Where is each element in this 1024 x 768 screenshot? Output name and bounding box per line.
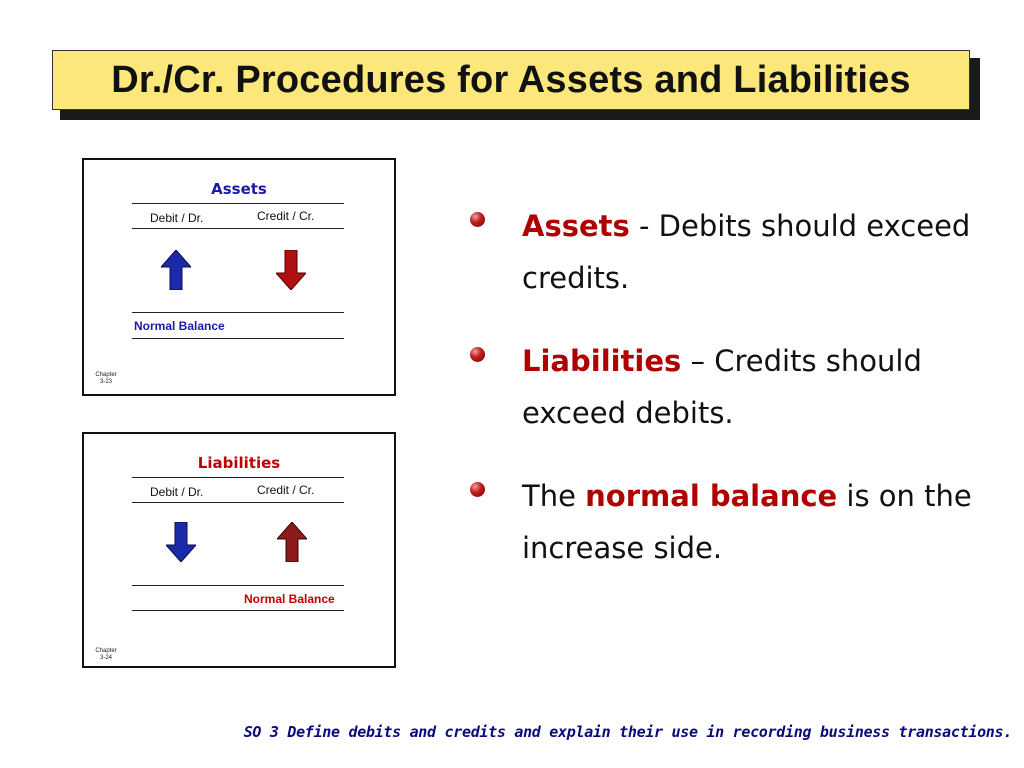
liabilities-header-rule [132, 502, 344, 503]
assets-normal-balance-label: Normal Balance [134, 319, 225, 333]
assets-panel-heading: Assets [211, 180, 267, 198]
assets-chapter-label: Chapter 3-23 [95, 372, 117, 385]
assets-credit-header: Credit / Cr. [257, 209, 315, 223]
assets-panel [82, 158, 396, 396]
bullet-icon [470, 212, 485, 227]
liabilities-chapter-label: Chapter 3-24 [95, 648, 117, 661]
assets-top-rule [132, 203, 344, 204]
bullet-icon [470, 482, 485, 497]
bullet-text: The normal balance is on the increase side. [522, 479, 972, 565]
liabilities-panel [82, 432, 396, 668]
arrow-up-icon [161, 250, 191, 290]
study-objective-footer: SO 3 Define debits and credits and explain their use in recording business transactions. [243, 723, 1012, 741]
liabilities-debit-header: Debit / Dr. [150, 485, 204, 499]
liabilities-balance-rule-bottom [132, 610, 344, 611]
bullet-text: Assets - Debits should exceed credits. [522, 209, 971, 295]
liabilities-normal-balance-label: Normal Balance [244, 592, 335, 606]
liabilities-credit-header: Credit / Cr. [257, 483, 315, 497]
arrow-down-icon [166, 522, 196, 562]
assets-header-rule [132, 228, 344, 229]
bullet-text: Liabilities – Credits should exceed debits. [522, 344, 922, 430]
bullet-icon [470, 347, 485, 362]
liabilities-top-rule [132, 477, 344, 478]
assets-balance-rule-bottom [132, 338, 344, 339]
arrow-down-icon [276, 250, 306, 290]
arrow-up-icon [277, 522, 307, 562]
assets-balance-rule-top [132, 312, 344, 313]
liabilities-panel-heading: Liabilities [197, 454, 281, 472]
slide-title: Dr./Cr. Procedures for Assets and Liabilities [111, 58, 911, 101]
title-banner [52, 50, 970, 110]
liabilities-balance-rule-top [132, 585, 344, 586]
assets-debit-header: Debit / Dr. [150, 211, 204, 225]
